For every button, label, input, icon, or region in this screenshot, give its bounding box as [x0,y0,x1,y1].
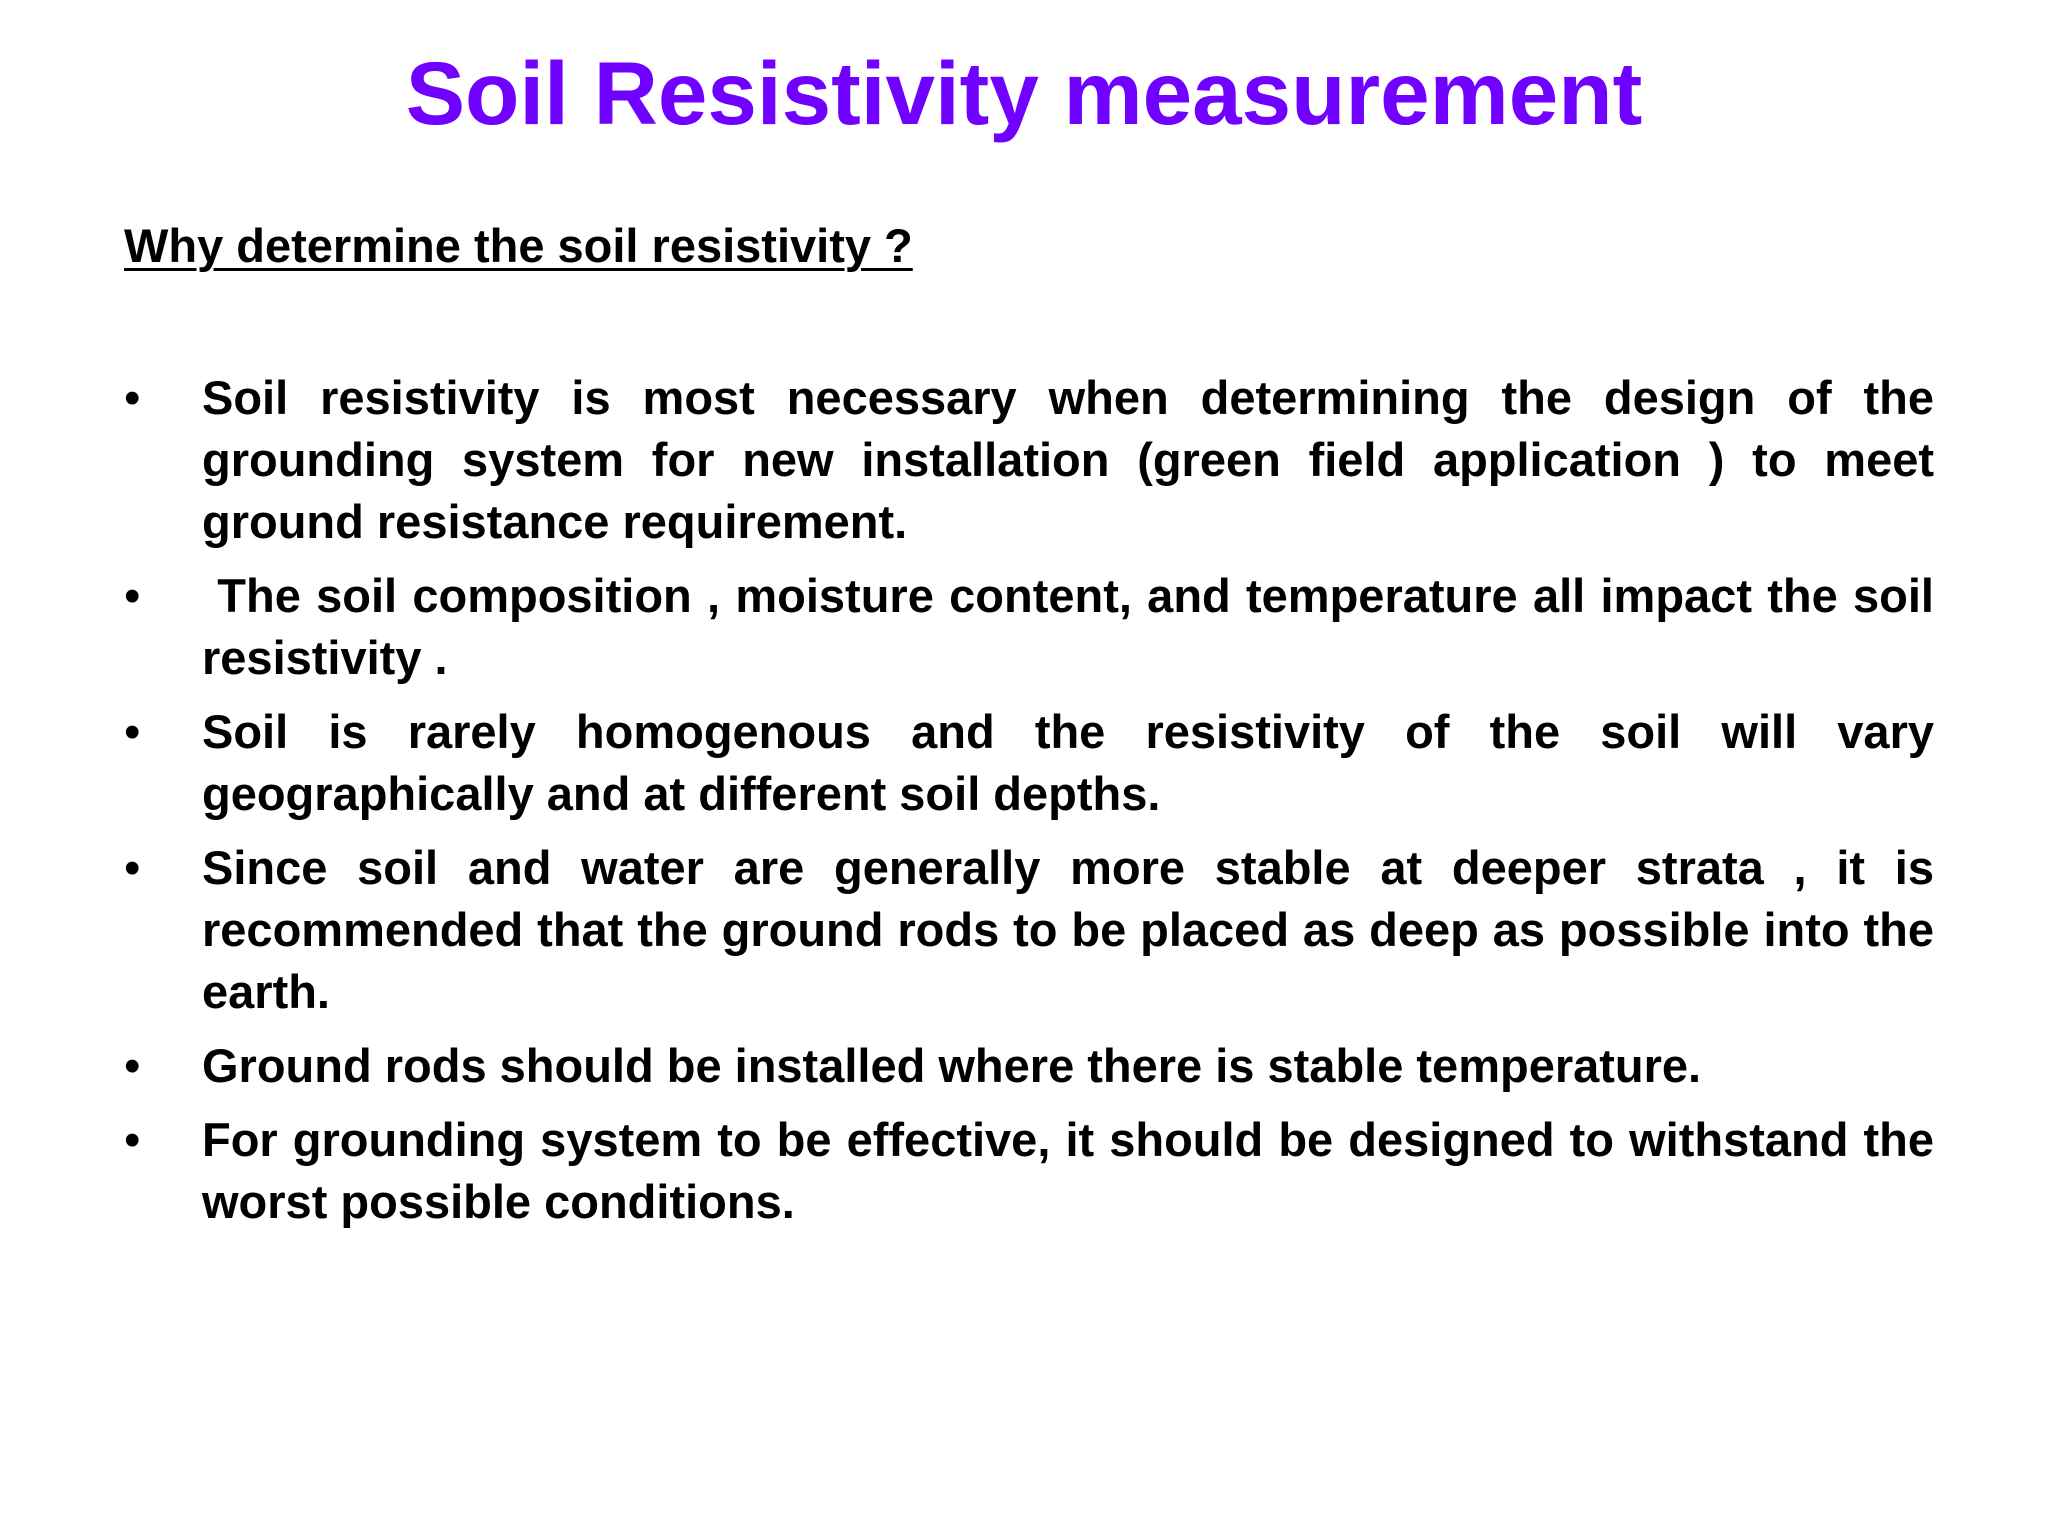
bullet-text: The soil composition , moisture content, and temperature all impact the soil resistivity . [202,569,1948,684]
bullet-item [124,837,1948,1023]
bullet-text: Soil is rarely homogenous and the resistivity of the soil will vary geographically and at different soil depths. [202,705,1948,820]
bullet-icon: • [124,569,141,622]
bullet-text: Soil resistivity is most necessary when determining the design of the grounding system for new installation (green field application ) to meet ground resistance requirement. [202,371,1948,548]
bullet-item [124,565,1948,689]
bullet-text: Since soil and water are generally more stable at deeper strata , it is recommended that the ground rods to be placed as deep as possible into the earth. [202,841,1948,1018]
bullet-item [124,1109,1948,1233]
bullet-text: For grounding system to be effective, it should be designed to withstand the worst possible conditions. [202,1113,1948,1228]
bullet-list [124,367,1948,1245]
bullet-icon: • [124,1113,141,1166]
bullet-icon: • [124,705,141,758]
bullet-item [124,367,1948,553]
bullet-text: Ground rods should be installed where there is stable temperature. [202,1039,1702,1092]
bullet-item [124,1035,1934,1097]
bullet-icon: • [124,371,141,424]
bullet-icon: • [124,1039,141,1092]
slide-title: Soil Resistivity measurement [405,43,1643,143]
bullet-icon: • [124,841,141,894]
section-heading: Why determine the soil resistivity ? [124,219,913,272]
bullet-item [124,701,1948,825]
